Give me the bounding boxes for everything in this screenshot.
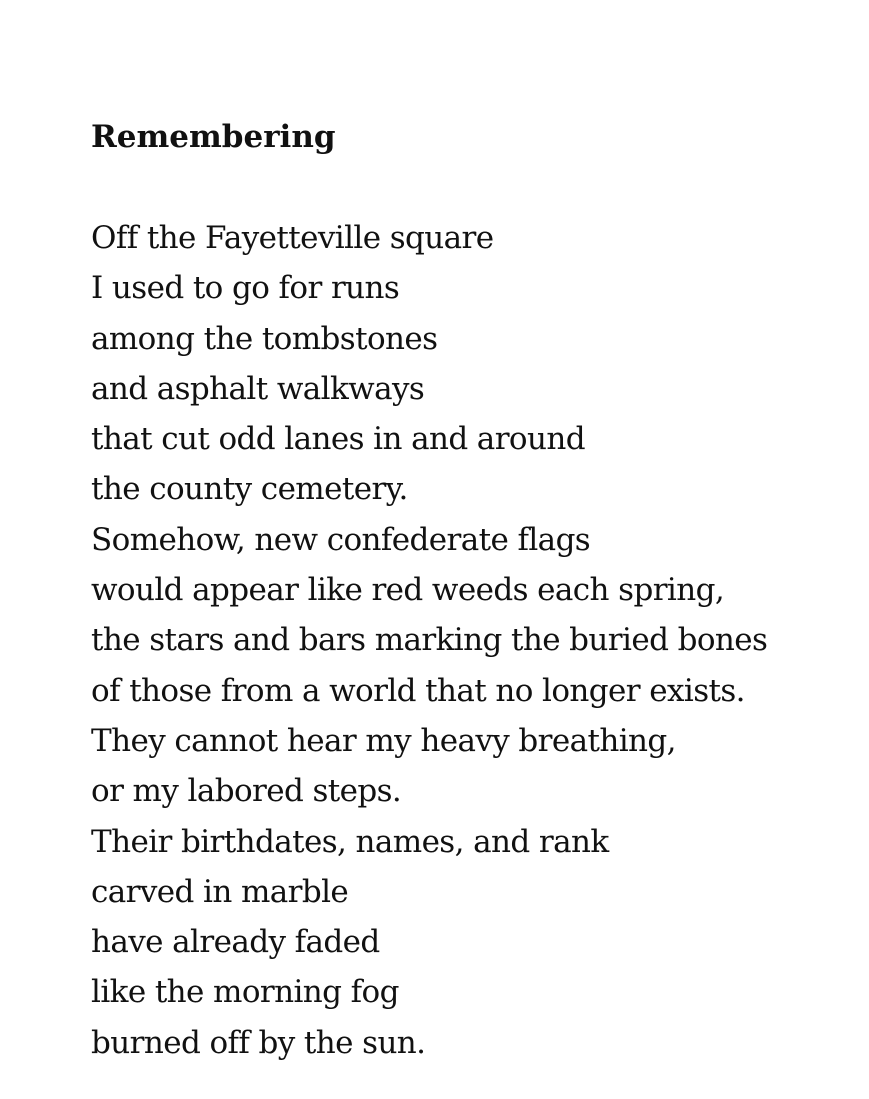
poem-line: carved in marble xyxy=(91,873,349,910)
poem-line: have already faded xyxy=(91,924,380,961)
poem-line: or my labored steps. xyxy=(91,773,402,810)
poem-title: Remembering xyxy=(91,119,336,155)
poem-line: the stars and bars marking the buried bones xyxy=(91,622,768,659)
poem-line: that cut odd lanes in and around xyxy=(91,421,585,458)
poem-line: Their birthdates, names, and rank xyxy=(91,823,609,860)
poem-line: They cannot hear my heavy breathing, xyxy=(91,722,676,759)
poem-line: would appear like red weeds each spring, xyxy=(91,572,725,609)
poem-line: Off the Fayetteville square xyxy=(91,220,494,256)
poem-line: of those from a world that no longer exists. xyxy=(91,672,745,709)
poem-line: among the tombstones xyxy=(91,320,438,357)
poem-line: like the morning fog xyxy=(91,974,399,1011)
poem-line: I used to go for runs xyxy=(91,270,400,307)
poem-body xyxy=(91,213,767,1068)
poem-line: burned off by the sun. xyxy=(91,1024,426,1061)
poem-line: the county cemetery. xyxy=(91,471,408,508)
poem-line: and asphalt walkways xyxy=(91,370,425,407)
poem-line: Somehow, new confederate flags xyxy=(91,521,591,558)
